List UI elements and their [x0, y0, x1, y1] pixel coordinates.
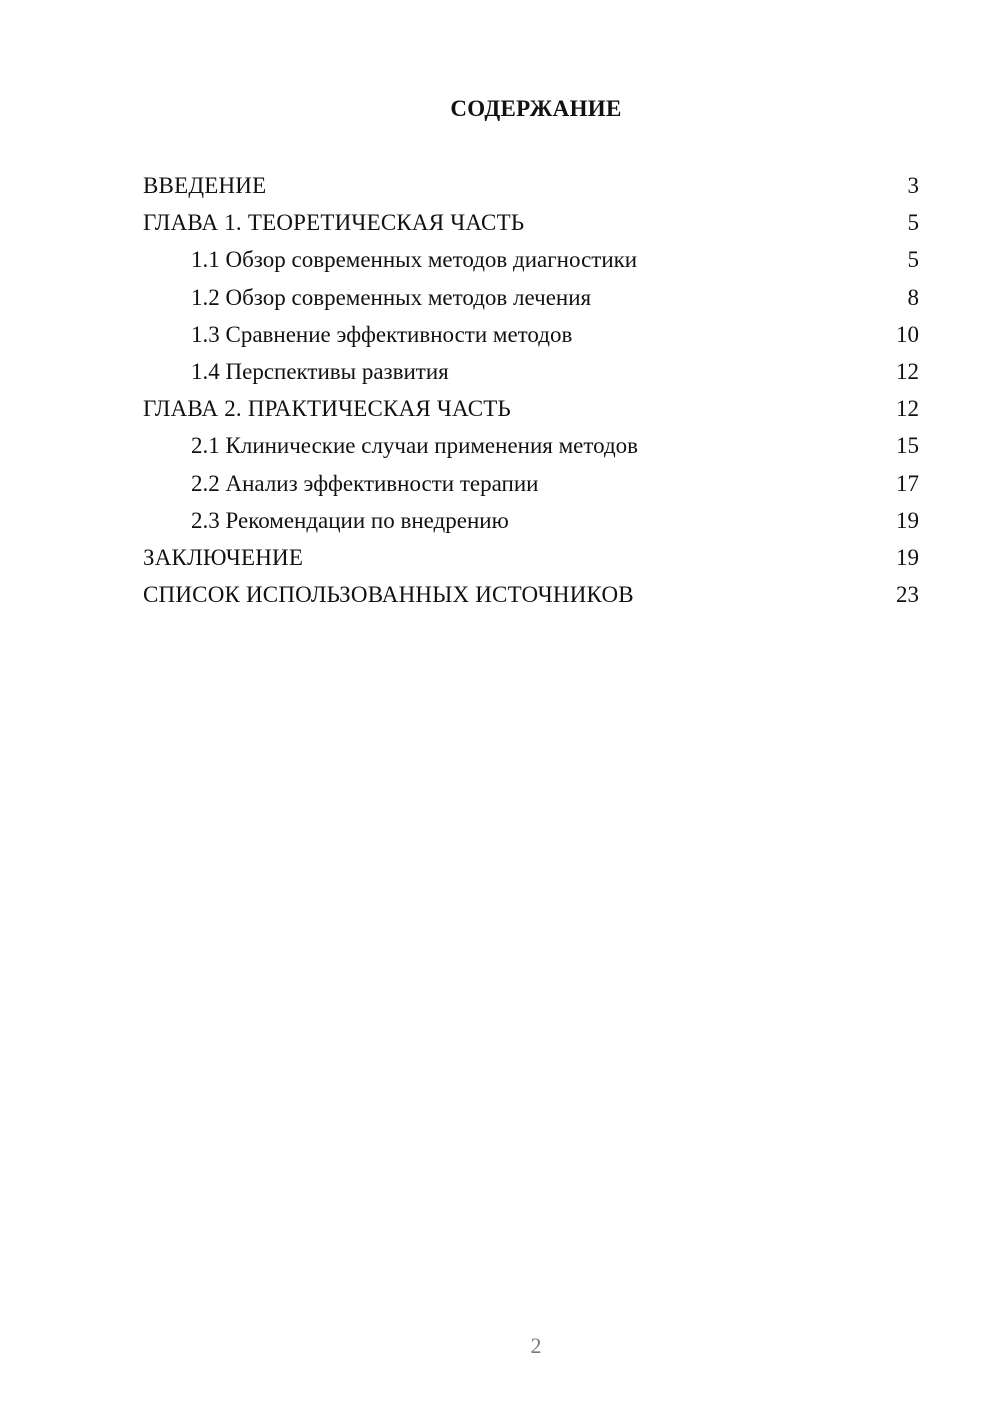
toc-entry-page: 23: [896, 582, 919, 608]
toc-entry-page: 10: [896, 321, 919, 347]
toc-entry-label: 1.4 Перспективы развития: [191, 358, 449, 384]
toc-title: СОДЕРЖАНИЕ: [450, 96, 622, 121]
toc-entry-conclusion: [143, 539, 919, 576]
toc-entry-label: 2.2 Анализ эффективности терапии: [191, 470, 539, 496]
toc-entry-section-1-1: [143, 241, 919, 278]
toc-entry-section-2-3: [143, 502, 919, 539]
toc-entry-page: 19: [896, 507, 919, 533]
toc-entry-references: [143, 576, 919, 613]
toc-entry-label: ГЛАВА 2. ПРАКТИЧЕСКАЯ ЧАСТЬ: [143, 396, 511, 422]
toc-entry-label: 1.2 Обзор современных методов лечения: [191, 284, 592, 310]
toc-entry-chapter-1: [143, 204, 919, 241]
toc-entry-page: 12: [896, 396, 919, 422]
toc-entry-page: 8: [907, 284, 919, 310]
toc-entry-section-2-2: [143, 465, 919, 502]
toc-entry-page: 19: [896, 544, 919, 570]
toc-entry-label: 1.3 Сравнение эффективности методов: [191, 321, 573, 347]
toc-entry-page: 3: [907, 173, 919, 198]
toc-entry-introduction: [143, 167, 919, 204]
toc-entry-page: 5: [907, 247, 919, 273]
toc-entry-label: 2.3 Рекомендации по внедрению: [191, 507, 509, 533]
toc-entry-page: 17: [896, 470, 919, 496]
toc-entry-label: ГЛАВА 1. ТЕОРЕТИЧЕСКАЯ ЧАСТЬ: [143, 210, 525, 236]
toc-entry-label: ВВЕДЕНИЕ: [143, 173, 267, 198]
toc-entry-section-1-3: [143, 316, 919, 353]
toc-entry-label: ЗАКЛЮЧЕНИЕ: [143, 544, 304, 570]
toc-entry-page: 12: [896, 358, 919, 384]
toc-entry-chapter-2: [143, 390, 919, 427]
toc-entry-page: 5: [907, 210, 919, 236]
toc-entry-section-1-4: [143, 353, 919, 390]
toc-entry-label: СПИСОК ИСПОЛЬЗОВАННЫХ ИСТОЧНИКОВ: [143, 582, 634, 608]
table-of-contents: [143, 167, 919, 613]
toc-entry-label: 2.1 Клинические случаи применения методов: [191, 433, 639, 459]
toc-entry-section-2-1: [143, 427, 919, 464]
toc-entry-page: 15: [896, 433, 919, 459]
page-number: 2: [530, 1333, 542, 1358]
toc-entry-label: 1.1 Обзор современных методов диагностики: [191, 247, 638, 273]
toc-entry-section-1-2: [143, 279, 919, 316]
